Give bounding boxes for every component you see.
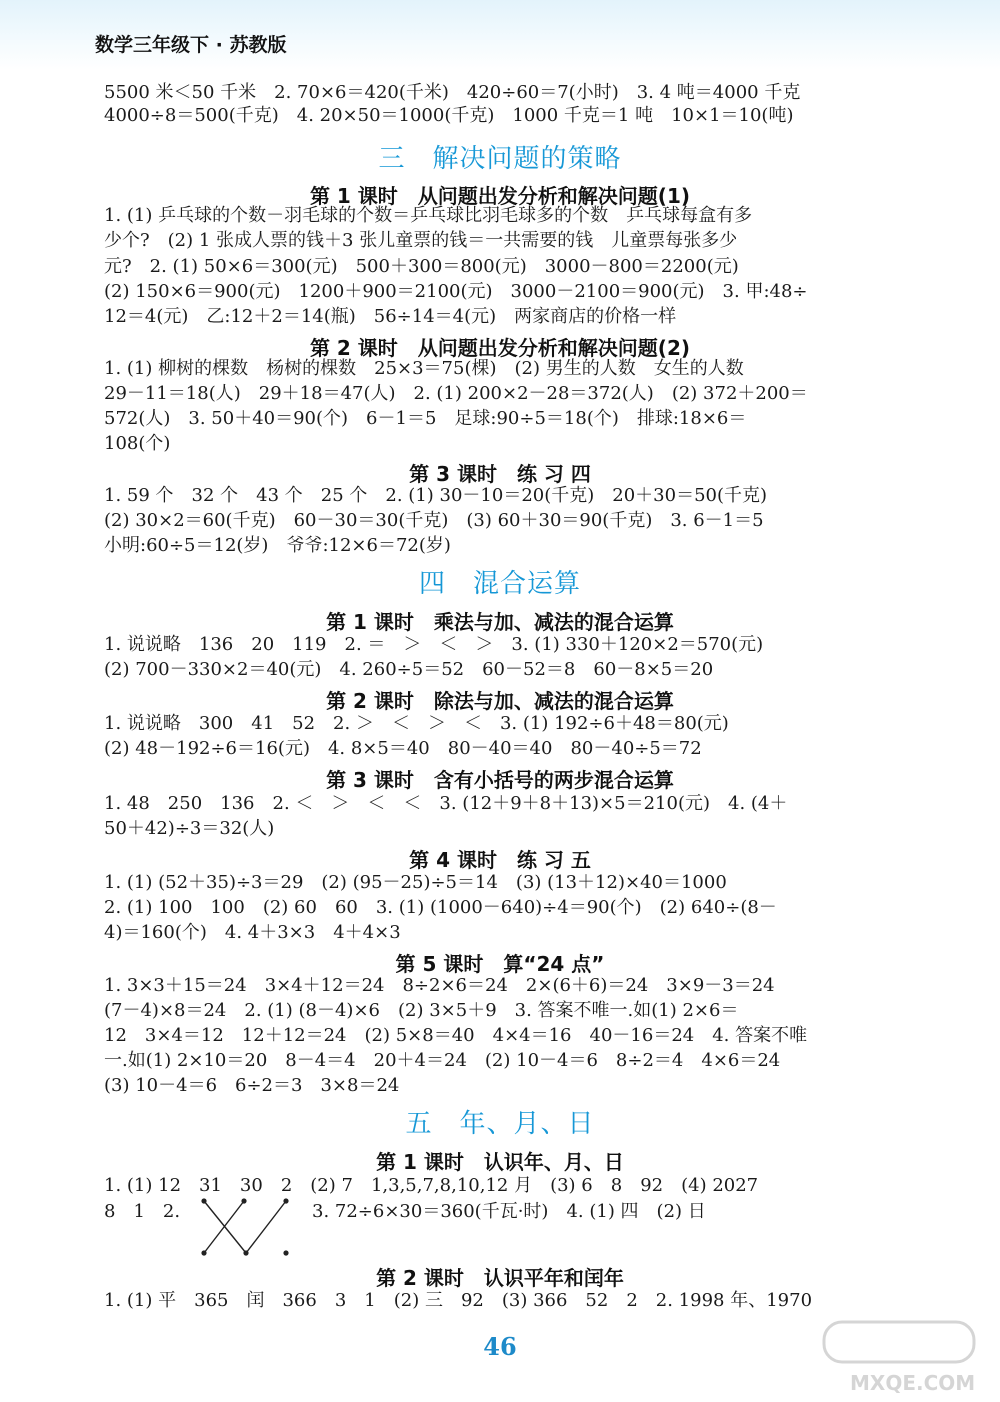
answer-line: 5500 米＜50 千米 2. 70×6＝420(千米) 420÷60＝7(小时) 3. 4 吨＝4000 千克 [104,82,801,103]
book-header: 数学三年级下 · 苏教版 [95,34,287,56]
answer-line: 1. (1) 乒乓球的个数－羽毛球的个数＝乒乓球比羽毛球多的个数 乒乓球每盒有多 [104,205,753,226]
lesson-title: 第 4 课时 练 习 五 [409,848,591,872]
answer-line: 小明:60÷5＝12(岁) 爷爷:12×6＝72(岁) [104,535,451,556]
answer-line: (2) 48－192÷6＝16(元) 4. 8×5＝40 80－40＝40 80－40÷5＝72 [104,738,702,759]
answer-line: 4)＝160(个) 4. 4＋3×3 4＋4×3 [104,922,401,943]
answer-line: 一.如(1) 2×10＝20 8－4＝4 20＋4＝24 (2) 10－4＝6 8÷2＝4 4×6＝24 [104,1050,781,1071]
answer-line: (2) 30×2＝60(千克) 60－30＝30(千克) (3) 60＋30＝90(千克) 3. 6－1＝5 [104,510,764,531]
answer-line: 108(个) [104,433,171,454]
answer-line: 50＋42)÷3＝32(人) [104,818,275,839]
page-number: 46 [483,1332,517,1361]
answer-line: 1. 说说略 136 20 119 2. ＝ ＞ ＜ ＞ 3. (1) 330＋120×2＝570(元) [104,634,764,655]
answer-line: 1. 59 个 32 个 43 个 25 个 2. (1) 30－10＝20(千克) 20＋30＝50(千克) [104,485,768,506]
unit-title: 四 混合运算 [418,569,581,599]
answer-line: 3. 72÷6×30＝360(千瓦·时) 4. (1) 四 (2) 日 [312,1201,706,1222]
answer-line: (2) 700－330×2＝40(元) 4. 260÷5＝52 60－52＝8 60－8×5＝20 [104,659,714,680]
answer-line: 12 3×4＝12 12＋12＝24 (2) 5×8＝40 4×4＝16 40－16＝24 4. 答案不唯 [104,1025,808,1046]
lesson-title: 第 1 课时 乘法与加、减法的混合运算 [326,610,674,634]
answer-line: 1. (1) 12 31 30 2 (2) 7 1,3,5,7,8,10,12 月 (3) 6 8 92 (4) 2027 [104,1175,759,1196]
matching-line [246,1201,286,1253]
answer-line: 1. (1) (52＋35)÷3＝29 (2) (95－25)÷5＝14 (3) (13＋12)×40＝1000 [104,872,727,893]
dot [283,1250,288,1255]
unit-title: 五 年、月、日 [405,1109,595,1139]
lesson-title: 第 2 课时 认识平年和闰年 [376,1266,624,1290]
answer-line: 1. (1) 柳树的棵数 杨树的棵数 25×3＝75(棵) (2) 男生的人数 女生的人数 [104,358,744,379]
answer-line: (2) 150×6＝900(元) 1200＋900＝2100(元) 3000－2100＝900(元) 3. 甲:48÷ [104,281,808,302]
answer-line: (7－4)×8＝24 2. (1) (8－4)×6 (2) 3×5＋9 3. 答案不唯一.如(1) 2×6＝ [104,1000,739,1021]
answer-line: (3) 10－4＝6 6÷2＝3 3×8＝24 [104,1075,400,1096]
answer-line: 少个? (2) 1 张成人票的钱＋3 张儿童票的钱＝一共需要的钱 儿童票每张多少 [104,230,738,251]
matching-lines-diagram [196,1195,296,1259]
answer-line: 2. (1) 100 100 (2) 60 60 3. (1) (1000－640)÷4＝90(个) (2) 640÷(8－ [104,897,777,918]
lesson-title: 第 1 课时 认识年、月、日 [376,1150,624,1174]
dot [243,1250,248,1255]
dot [201,1198,206,1203]
dot [201,1250,206,1255]
lesson-title: 第 3 课时 含有小括号的两步混合运算 [326,768,674,792]
lesson-title: 第 2 课时 从问题出发分析和解决问题(2) [309,336,691,360]
unit-title: 三 解决问题的策略 [378,144,622,174]
lesson-title: 第 5 课时 算“24 点” [395,952,605,976]
answer-line: 元? 2. (1) 50×6＝300(元) 500＋300＝800(元) 3000－800＝2200(元) [104,256,739,277]
answer-line: 12＝4(元) 乙:12＋2＝14(瓶) 56÷14＝4(元) 两家商店的价格一样 [104,306,677,327]
answer-line: 4000÷8＝500(千克) 4. 20×50＝1000(千克) 1000 千克＝1 吨 10×1＝10(吨) [104,105,794,126]
answer-line: 1. 48 250 136 2. ＜ ＞ ＜ ＜ 3. (12＋9＋8＋13)×5＝210(元) 4. (4＋ [104,793,788,814]
lesson-title: 第 2 课时 除法与加、减法的混合运算 [326,689,674,713]
answer-line: 29－11＝18(人) 29＋18＝47(人) 2. (1) 200×2－28＝372(人) (2) 372＋200＝ [104,383,808,404]
answer-line: 1. (1) 平 365 闰 366 3 1 (2) 三 92 (3) 366 52 2 2. 1998 年、1970 [104,1290,813,1311]
answer-line: 1. 说说略 300 41 52 2. ＞ ＜ ＞ ＜ 3. (1) 192÷6＋48＝80(元) [104,713,729,734]
lesson-title: 第 3 课时 练 习 四 [409,462,591,486]
lesson-title: 第 1 课时 从问题出发分析和解决问题(1) [309,184,691,208]
watermark-text: MXQE.COM [850,1371,976,1395]
answer-line: 1. 3×3＋15＝24 3×4＋12＝24 8÷2×6＝24 2×(6＋6)＝24 3×9－3＝24 [104,975,775,996]
answer-line: 8 1 2. [104,1201,181,1222]
dot [283,1198,288,1203]
answer-line: 572(人) 3. 50＋40＝90(个) 6－1＝5 足球:90÷5＝18(个) 排球:18×6＝ [104,408,747,429]
dot [241,1198,246,1203]
watermark-logo [820,1318,990,1398]
